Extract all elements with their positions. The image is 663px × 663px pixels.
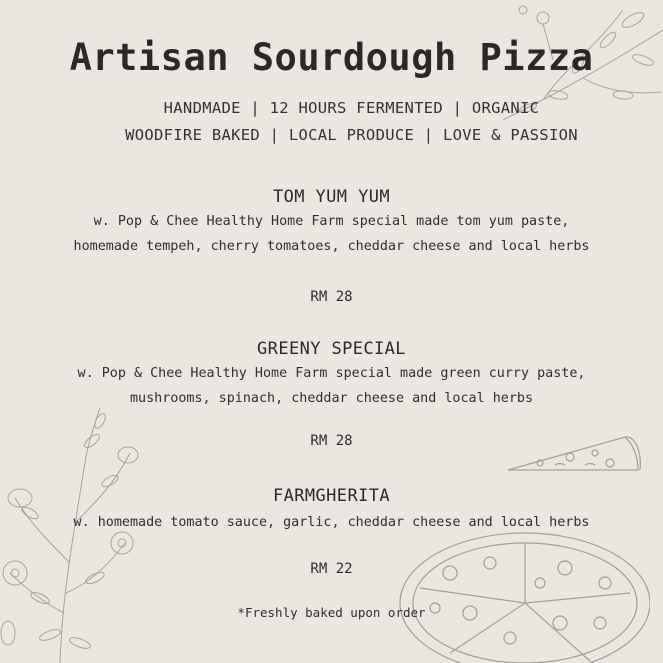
- menu-tagline: HANDMADE | 12 HOURS FERMENTED | ORGANIC: [163, 99, 540, 117]
- menu-item-name: TOM YUM YUM: [273, 187, 390, 207]
- menu-item-name: GREENY SPECIAL: [257, 339, 406, 359]
- menu-item-price: RM 28: [310, 433, 353, 449]
- menu-item-description: w. Pop & Chee Healthy Home Farm special made green curry paste,: [77, 366, 586, 381]
- menu-item-description: homemade tempeh, cherry tomatoes, cheddar cheese and local herbs: [73, 239, 590, 254]
- menu-item-description: mushrooms, spinach, cheddar cheese and local herbs: [129, 391, 534, 406]
- menu-title: Artisan Sourdough Pizza: [69, 36, 594, 79]
- menu-item-price: RM 22: [310, 561, 353, 577]
- menu-item-description: w. homemade tomato sauce, garlic, cheddar cheese and local herbs: [73, 515, 590, 530]
- menu-item-name: FARMGHERITA: [273, 486, 390, 506]
- menu-item-description: w. Pop & Chee Healthy Home Farm special made tom yum paste,: [93, 214, 570, 229]
- menu-tagline: WOODFIRE BAKED | LOCAL PRODUCE | LOVE & PASSION: [125, 126, 578, 144]
- menu-footnote: *Freshly baked upon order: [237, 605, 426, 620]
- menu-item-price: RM 28: [310, 289, 353, 305]
